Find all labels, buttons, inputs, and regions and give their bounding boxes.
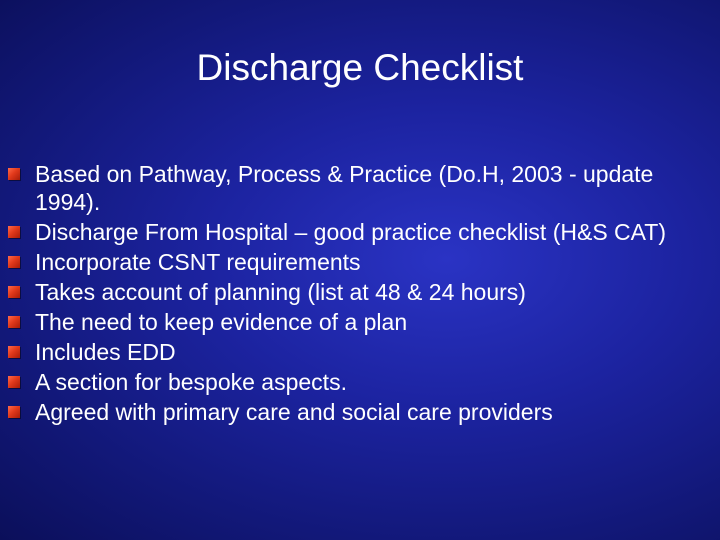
square-bullet-icon <box>8 376 20 388</box>
bullet-item <box>35 338 705 366</box>
bullet-text: Agreed with primary care and social care providers <box>35 399 553 425</box>
bullet-item <box>35 218 705 246</box>
bullet-item <box>35 308 705 336</box>
bullet-text: Based on Pathway, Process & Practice (Do.H, 2003 - update 1994). <box>35 161 654 215</box>
bullet-item <box>35 368 705 396</box>
square-bullet-icon <box>8 286 20 298</box>
square-bullet-icon <box>8 256 20 268</box>
bullet-text: A section for bespoke aspects. <box>35 369 347 395</box>
bullet-item <box>35 398 705 426</box>
square-bullet-icon <box>8 226 20 238</box>
bullet-item <box>35 160 705 216</box>
bullet-item <box>35 278 705 306</box>
slide-title: Discharge Checklist <box>196 47 524 88</box>
bullet-text: Discharge From Hospital – good practice checklist (H&S CAT) <box>35 219 667 245</box>
bullet-text: Includes EDD <box>35 339 176 365</box>
square-bullet-icon <box>8 316 20 328</box>
square-bullet-icon <box>8 168 20 180</box>
square-bullet-icon <box>8 406 20 418</box>
bullet-list <box>35 160 705 428</box>
bullet-text: Incorporate CSNT requirements <box>35 249 361 275</box>
bullet-text: The need to keep evidence of a plan <box>35 309 408 335</box>
bullet-item <box>35 248 705 276</box>
square-bullet-icon <box>8 346 20 358</box>
bullet-text: Takes account of planning (list at 48 & 24 hours) <box>35 279 526 305</box>
